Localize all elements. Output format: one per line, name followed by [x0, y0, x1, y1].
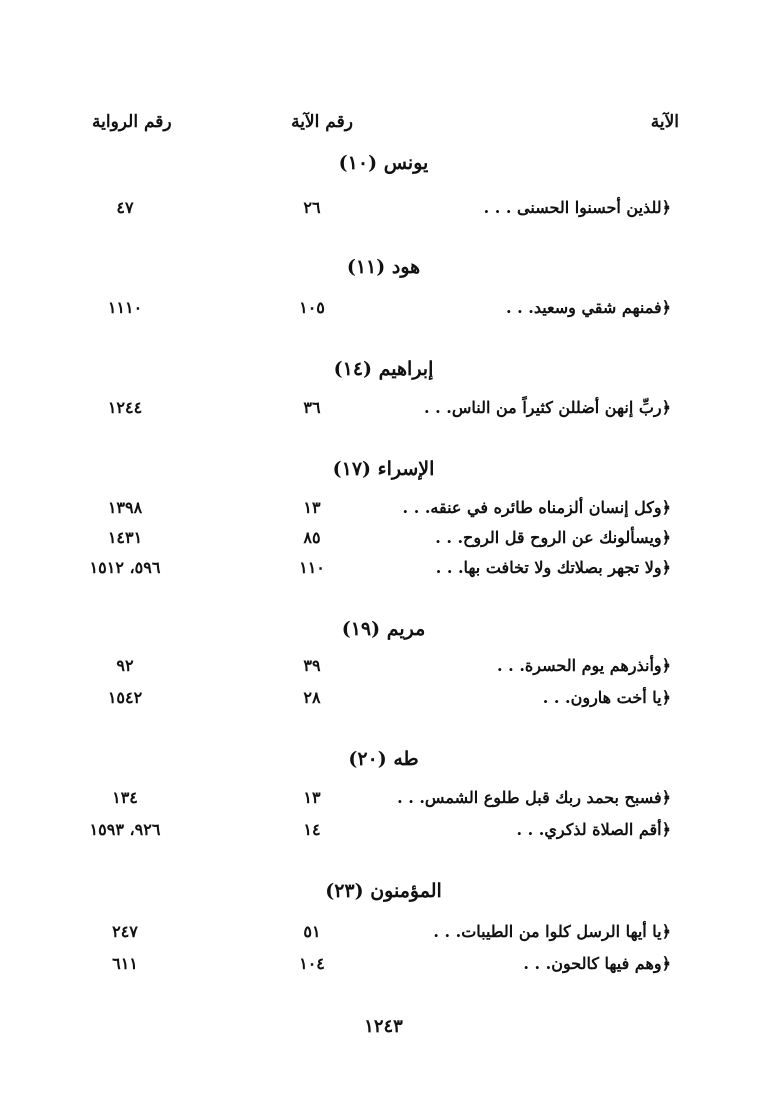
verse-text: ﴿وأنذرهم يوم الحسرة. . .	[497, 656, 671, 675]
verse-number: ٣٦	[303, 398, 321, 417]
narration-number: ١١١٠	[107, 298, 143, 317]
narration-number: ١٥٤٢	[107, 688, 143, 707]
narration-number: ٥٩٦، ١٥١٢	[89, 558, 161, 577]
surah-title: هود (١١)	[346, 256, 421, 278]
verse-text: ﴿فمنهم شقي وسعيد. . .	[505, 298, 671, 317]
verse-number: ١٣	[303, 788, 321, 807]
table-row	[0, 528, 767, 554]
table-row	[0, 820, 767, 846]
narration-number: ٩٢	[116, 656, 134, 675]
table-row	[0, 656, 767, 682]
narration-number: ١٢٤٤	[107, 398, 143, 417]
narration-number: ١٣٤	[112, 788, 138, 807]
verse-number: ٥١	[303, 922, 321, 941]
verse-number: ٨٥	[303, 528, 321, 547]
table-row	[0, 298, 767, 324]
verse-number: ٢٨	[303, 688, 321, 707]
verse-number: ١٤	[303, 820, 321, 839]
narration-number: ١٣٩٨	[107, 498, 143, 517]
header-verse-number: رقم الآية	[291, 112, 353, 132]
narration-number: ١٤٣١	[107, 528, 143, 547]
verse-text: ﴿ولا تجهر بصلاتك ولا تخافت بها. . .	[435, 558, 671, 577]
verse-number: ١٣	[303, 498, 321, 517]
surah-title: مريم (١٩)	[341, 618, 426, 640]
surah-title: إبراهيم (١٤)	[333, 358, 434, 380]
verse-number: ١١٠	[299, 558, 325, 577]
table-row	[0, 558, 767, 584]
surah-title: المؤمنون (٢٣)	[325, 880, 442, 902]
verse-text: ﴿وكل إنسان ألزمناه طائره في عنقه. . .	[402, 498, 671, 517]
narration-number: ٤٧	[116, 198, 134, 217]
table-row	[0, 498, 767, 524]
verse-number: ١٠٥	[299, 298, 325, 317]
table-row	[0, 954, 767, 980]
verse-text: ﴿ربِّ إنهن أضللن كثيراً من الناس. . .	[424, 398, 671, 417]
verse-text: ﴿وهم فيها كالحون. . .	[523, 954, 671, 973]
surah-title: يونس (١٠)	[338, 152, 429, 174]
verse-number: ٢٦	[303, 198, 321, 217]
page-number: ١٢٤٣	[364, 1016, 403, 1037]
verse-number: ١٠٤	[299, 954, 325, 973]
verse-text: ﴿أقم الصلاة لذكري. . .	[516, 820, 671, 839]
surah-title: الإسراء (١٧)	[332, 458, 435, 480]
table-row	[0, 198, 767, 224]
verse-number: ٣٩	[303, 656, 321, 675]
table-row	[0, 788, 767, 814]
header-narration-number: رقم الرواية	[92, 112, 172, 132]
verse-text: ﴿فسبح بحمد ربك قبل طلوع الشمس. . .	[397, 788, 671, 807]
verse-text: ﴿يا أخت هارون. . .	[542, 688, 671, 707]
narration-number: ٦١١	[112, 954, 138, 973]
narration-number: ٩٢٦، ١٥٩٣	[89, 820, 161, 839]
verse-text: ﴿للذين أحسنوا الحسنى . . .	[483, 198, 671, 217]
narration-number: ٢٤٧	[112, 922, 138, 941]
verse-text: ﴿يا أيها الرسل كلوا من الطيبات. . .	[433, 922, 671, 941]
table-row	[0, 688, 767, 714]
table-row	[0, 398, 767, 424]
verse-text: ﴿ويسألونك عن الروح قل الروح. . .	[435, 528, 671, 547]
header-verse: الآية	[650, 112, 679, 132]
surah-title: طه (٢٠)	[348, 748, 419, 770]
table-row	[0, 922, 767, 948]
